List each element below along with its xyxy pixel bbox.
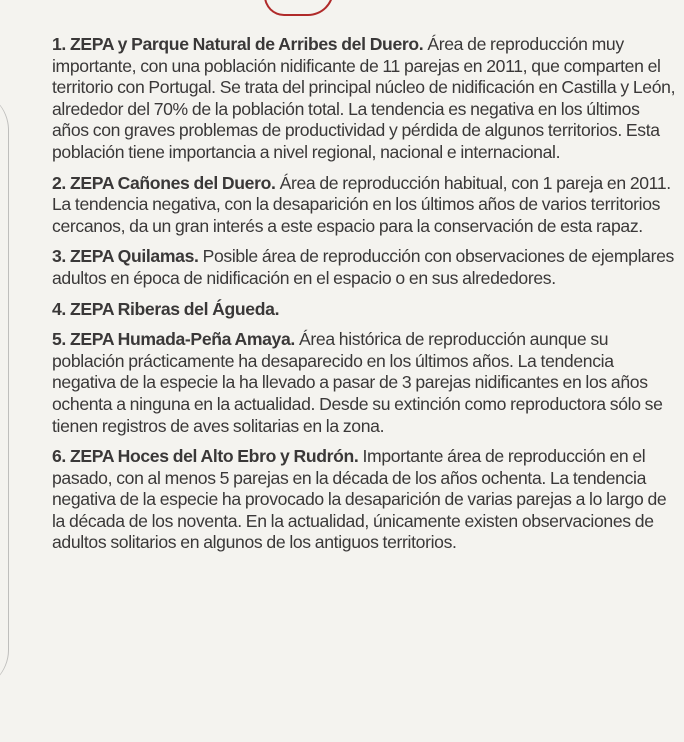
zepa-entry-1	[52, 34, 676, 164]
zepa-entry-2	[52, 173, 676, 238]
zepa-list	[52, 34, 676, 563]
zepa-entry-3	[52, 246, 676, 289]
zepa-entry-6	[52, 446, 676, 554]
zepa-entry-text: Área de reproducción muy importante, con una población nidificante de 11 parejas en 2011, que comparten el territorio con Portugal. Se trata del principal núcleo de nidificación en Castilla y León, alrededor del 70% de la población total. La tendencia es negativa en los últimos años con graves problemas de productividad y pérdida de algunos territorios. Esta población tiene importancia a nivel regional, nacional e internacional.	[52, 34, 676, 162]
zepa-entry-heading: 3. ZEPA Quilamas.	[52, 246, 199, 267]
zepa-entry-text: Área histórica de reproducción aunque su población prácticamente ha desaparecido en los últimos años. La tendencia negativa de la especie la ha llevado a pasar de 3 parejas nidificantes en los años ochenta a ninguna en la actualidad. Desde su extinción como reproductora sólo se tienen registros de aves solitarias en la zona.	[52, 329, 663, 436]
zepa-entry-heading: 1. ZEPA y Parque Natural de Arribes del Duero.	[52, 34, 424, 54]
zepa-entry-text: Posible área de reproducción con observaciones de ejemplares adultos en época de nidificación en el espacio o en sus alrededores.	[52, 246, 674, 288]
zepa-entry-heading: 4. ZEPA Riberas del Águeda.	[52, 298, 280, 319]
zepa-entry-text: Importante área de reproducción en el pasado, con al menos 5 parejas en la década de los años ochenta. La tendencia negativa de la especie ha provocado la desaparición de varias parejas a lo largo de la década de los noventa. En la actualidad, únicamente existen observaciones de adultos solitarios en algunos de los antiguos territorios.	[52, 446, 667, 553]
zepa-entry-heading: 6. ZEPA Hoces del Alto Ebro y Rudrón.	[52, 446, 359, 467]
map-outline-fragment	[264, 0, 334, 16]
zepa-entry-text: Área de reproducción habitual, con 1 pareja en 2011. La tendencia negativa, con la desaparición en los últimos años de varios territorios cercanos, da un gran interés a este espacio para la conservación de esta rapaz.	[52, 172, 671, 236]
page-margin-curve	[0, 90, 9, 690]
zepa-entry-4	[52, 299, 676, 321]
zepa-entry-heading: 5. ZEPA Humada-Peña Amaya.	[52, 329, 295, 350]
zepa-entry-heading: 2. ZEPA Cañones del Duero.	[52, 172, 276, 193]
zepa-entry-5	[52, 329, 676, 437]
